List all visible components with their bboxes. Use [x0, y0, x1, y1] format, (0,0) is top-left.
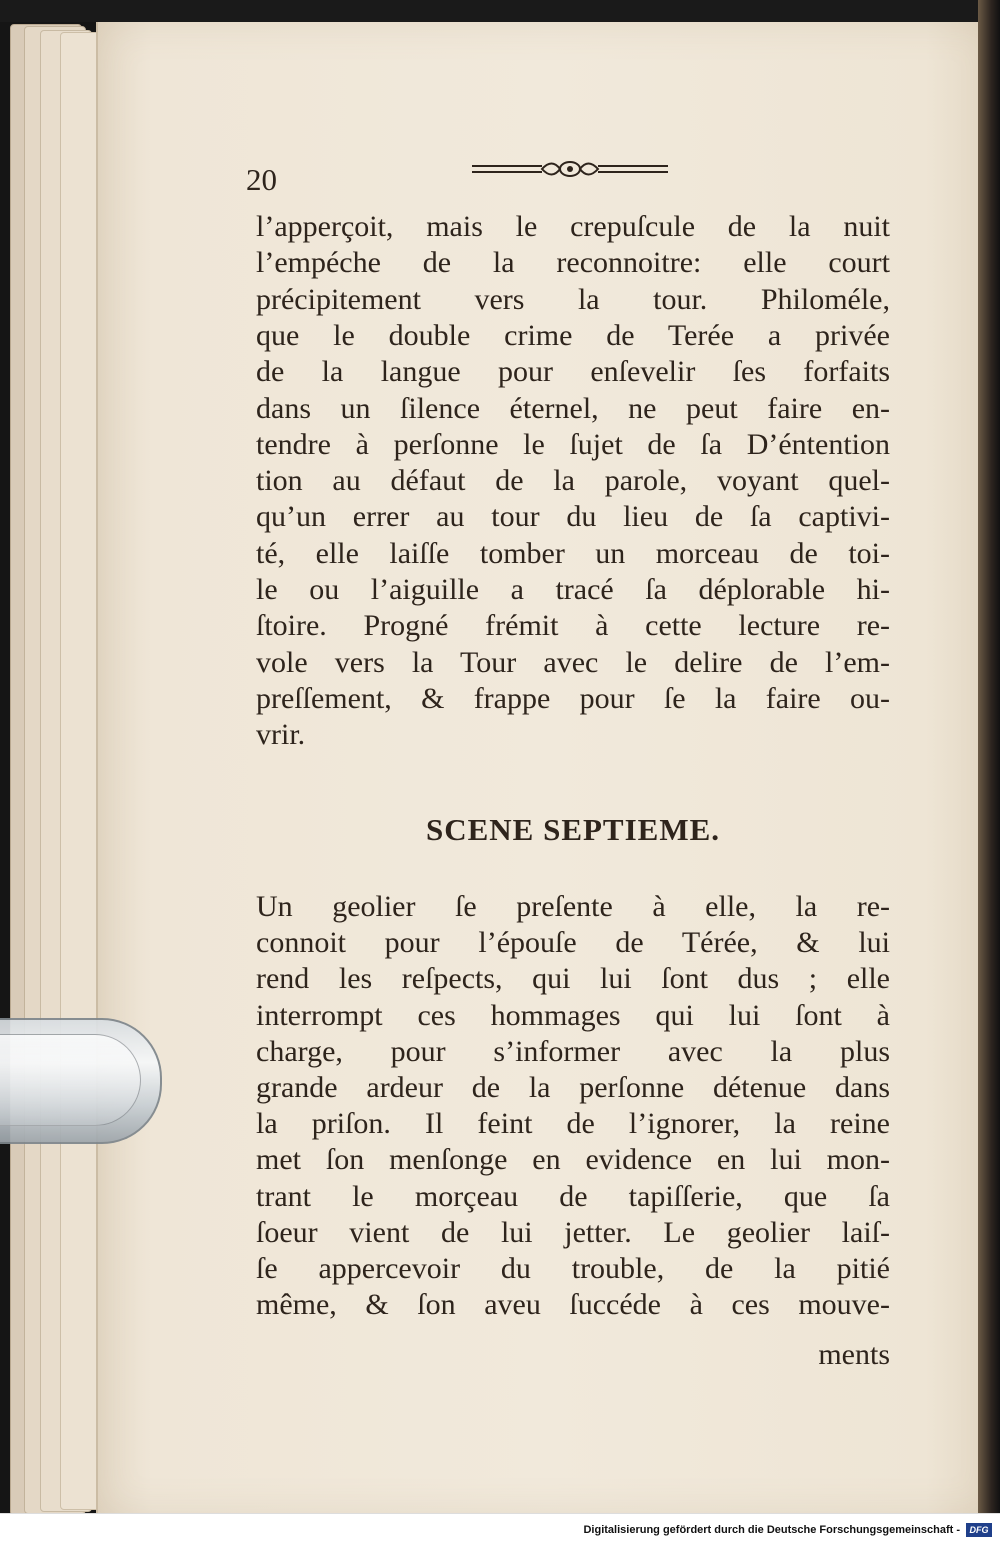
text-line: le ou l’aiguille a tracé ſa déplorable hi- — [256, 573, 890, 606]
text-line: dans un ſilence éternel, ne peut faire en- — [256, 391, 890, 425]
text-line: trant le morçeau de tapiſſerie, que ſa — [256, 1179, 890, 1213]
text-line: interrompt ces hommages qui lui ſont à — [256, 998, 890, 1032]
catchword: ments — [818, 1338, 890, 1371]
text-line: preſſement, & frappe pour ſe la faire ou- — [256, 681, 890, 715]
text-line: vole vers la Tour avec le delire de l’em- — [256, 645, 890, 679]
text-line: rend les reſpects, qui lui ſont dus ; elle — [256, 962, 890, 996]
text-line: ſe appercevoir du trouble, de la pitié — [256, 1252, 890, 1285]
text-line: tendre à perſonne le ſujet de ſa D’éntention — [256, 427, 890, 461]
book-spine — [978, 0, 1000, 1542]
top-shadow — [0, 0, 1000, 22]
text-line: que le double crime de Terée a privée — [256, 318, 890, 352]
text-line: la priſon. Il feint de l’ignorer, la reine — [256, 1107, 890, 1141]
text-line: té, elle laiſſe tomber un morceau de toi- — [256, 536, 890, 570]
section-heading: SCENE SEPTIEME. — [425, 812, 721, 847]
text-line: connoit pour l’épouſe de Térée, & lui — [256, 926, 890, 960]
text-line: charge, pour s’informer avec la plus — [256, 1034, 890, 1068]
dfg-logo: DFG — [966, 1523, 992, 1537]
text-line: l’apperçoit, mais le crepuſcule de la nuit — [256, 210, 890, 243]
book-clip-highlight — [0, 1034, 141, 1126]
footer-credit: Digitalisierung gefördert durch die Deutsche Forschungsgemeinschaft - — [583, 1524, 960, 1536]
text-line: l’empéche de la reconnoitre: elle court — [256, 246, 890, 280]
text-line: vrir. — [256, 718, 306, 752]
text-line: ſtoire. Progné frémit à cette lecture re- — [256, 609, 890, 643]
text-line: tion au défaut de la parole, voyant quel- — [256, 464, 890, 498]
text-line: Un geolier ſe preſente à elle, la re- — [256, 890, 890, 923]
page-number: 20 — [246, 162, 277, 197]
text-line: met ſon menſonge en evidence en lui mon- — [256, 1143, 890, 1177]
text-line: qu’un errer au tour du lieu de ſa captivi- — [256, 500, 890, 534]
text-line: de la langue pour enſevelir ſes forfaits — [256, 355, 890, 389]
text-line: même, & ſon aveu ſuccéde à ces mouve- — [256, 1288, 890, 1322]
ornament-icon — [472, 154, 668, 184]
text-line: ſoeur vient de lui jetter. Le geolier laiſ- — [256, 1215, 890, 1249]
footer-bar — [0, 1513, 1000, 1542]
text-line: grande ardeur de la perſonne détenue dans — [256, 1071, 890, 1104]
text-line: précipitement vers la tour. Philoméle, — [256, 282, 890, 316]
